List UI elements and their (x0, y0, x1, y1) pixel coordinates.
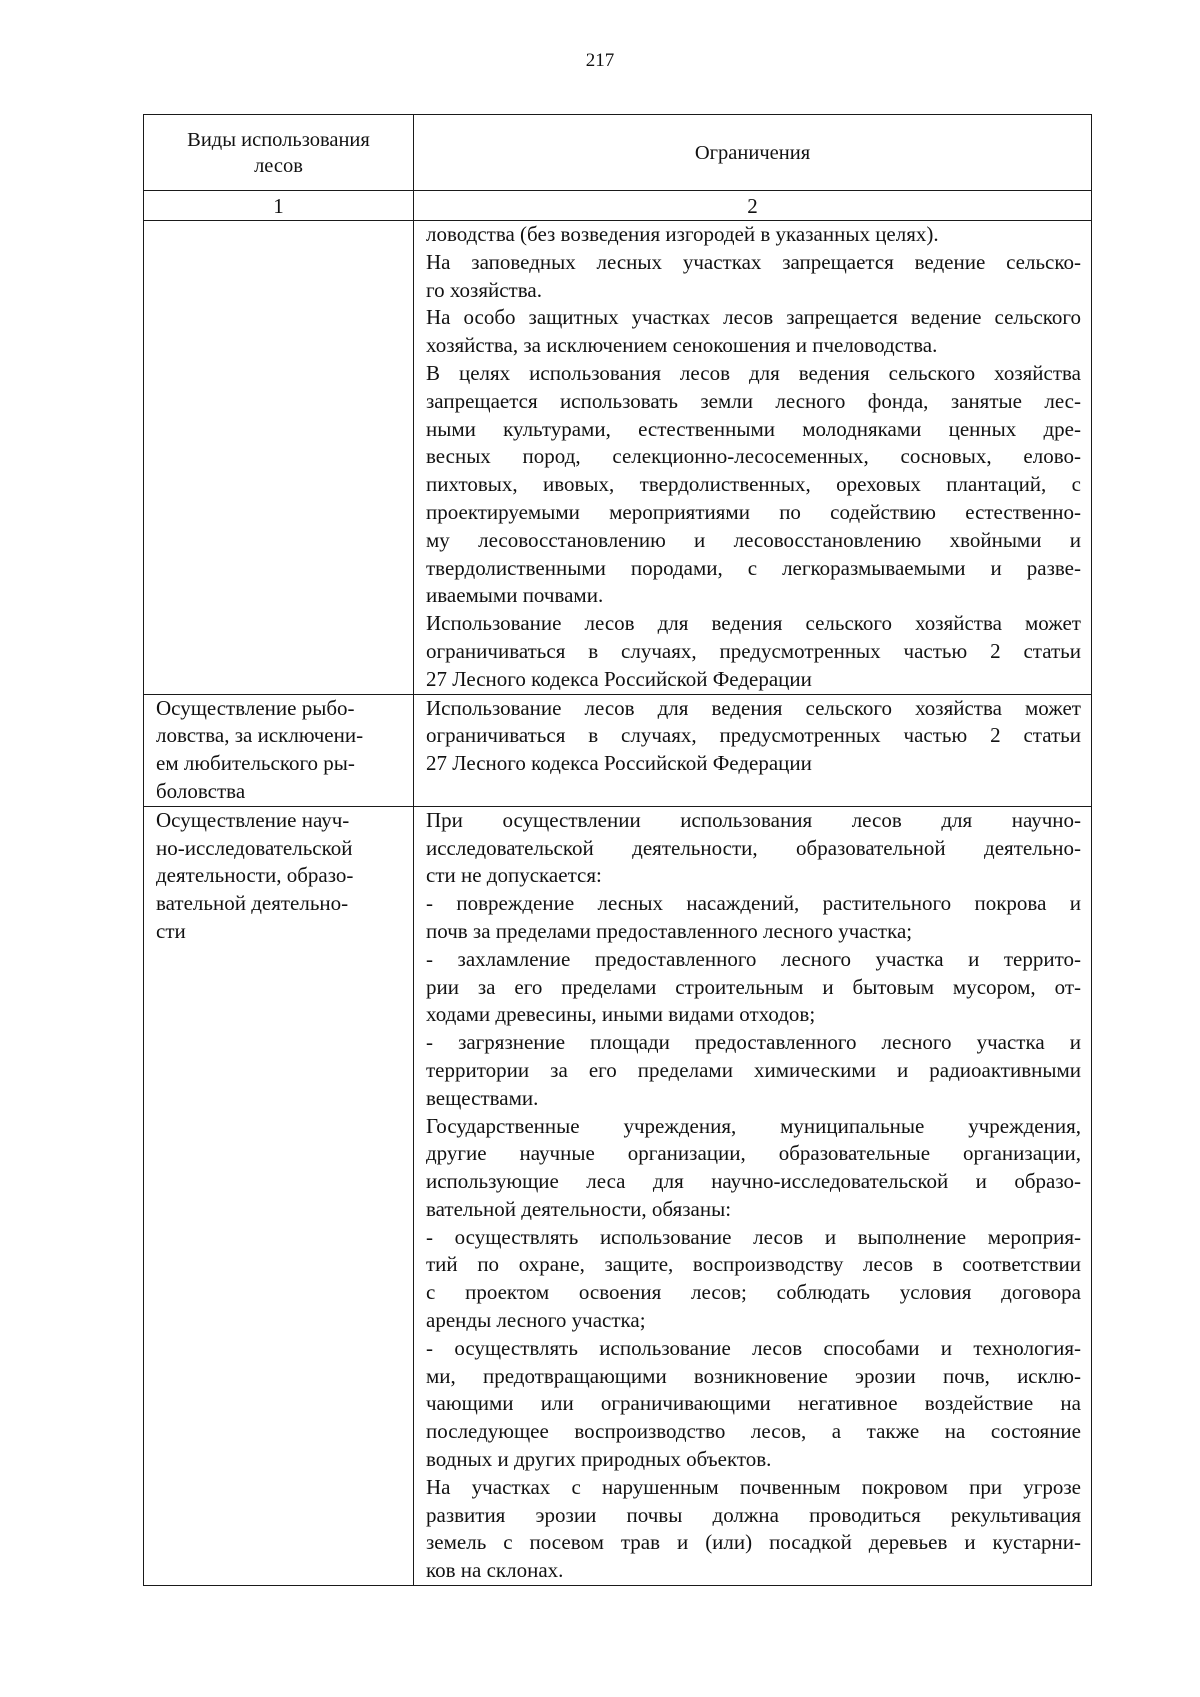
text-line: другие научные организации, образовательные организации, (426, 1141, 1081, 1166)
text-line: пихтовых, ивовых, твердолиственных, ореховых плантаций, с (426, 472, 1081, 497)
text-line: сти не допускается: (426, 863, 602, 888)
restriction-cell (414, 694, 1092, 806)
text-line: 27 Лесного кодекса Российской Федерации (426, 751, 812, 776)
text-line: запрещается использовать земли лесного фонда, занятые лес- (426, 388, 1081, 413)
column-numbering-row (144, 191, 1092, 221)
text-line: ловодства (без возведения изгородей в указанных целях). (426, 222, 939, 246)
forest-use-type-cell-empty (144, 221, 414, 695)
header-col1-line: Виды использования (187, 128, 370, 151)
restriction-text (426, 695, 1081, 778)
text-line: ными культурами, естественными молодняками ценных дре- (426, 416, 1081, 441)
text-line: использующие леса для научно-исследовательской и образо- (426, 1169, 1081, 1194)
text-line: Использование лесов для ведения сельского хозяйства может (426, 695, 1081, 720)
text-line: тий по охране, защите, воспроизводству лесов в соответствии (426, 1252, 1081, 1277)
text-line: ем любительского ры- (156, 751, 355, 776)
forest-use-restrictions-table (143, 114, 1092, 1586)
text-line: исследовательской деятельности, образовательной деятельно- (426, 835, 1081, 860)
table-row-research-education (144, 806, 1092, 1585)
text-line: ограничиваться в случаях, предусмотренных частью 2 статьи (426, 638, 1081, 663)
forest-use-type-text (156, 807, 403, 946)
text-line: вательной деятельно- (156, 891, 349, 916)
table-header-row (144, 115, 1092, 191)
text-line: чающими или ограничивающими негативное воздействие на (426, 1391, 1081, 1416)
text-line: ков на склонах. (426, 1558, 564, 1583)
text-line: - загрязнение площади предоставленного лесного участка и (426, 1030, 1081, 1055)
text-line: Использование лесов для ведения сельского хозяйства может (426, 611, 1081, 636)
text-line: Осуществление науч- (156, 807, 350, 832)
text-line: го хозяйства. (426, 277, 542, 302)
text-line: рии за его пределами строительным и бытовым мусором, от- (426, 974, 1081, 999)
text-line: В целях использования лесов для ведения сельского хозяйства (426, 360, 1081, 385)
restriction-cell (414, 806, 1092, 1585)
text-line: На особо защитных участках лесов запрещается ведение сельского (426, 305, 1081, 330)
text-line: твердолиственными породами, с легкоразмываемыми и разве- (426, 555, 1081, 580)
text-line: последующее воспроизводство лесов, а также на состояние (426, 1419, 1081, 1444)
text-line: водных и других природных объектов. (426, 1447, 772, 1472)
text-line: веществами. (426, 1085, 539, 1110)
text-line: вательной деятельности, обязаны: (426, 1196, 732, 1221)
text-line: сти (156, 918, 186, 943)
text-line: проектируемыми мероприятиями по содействию естественно- (426, 499, 1081, 524)
table-row-fishing (144, 694, 1092, 806)
forest-use-type-cell (144, 806, 414, 1585)
restriction-text (426, 221, 1081, 694)
text-line: весных пород, селекционно-лесосеменных, сосновых, елово- (426, 444, 1081, 469)
page-number: 217 (585, 50, 615, 71)
text-line: Государственные учреждения, муниципальные учреждения, (426, 1113, 1081, 1138)
text-line: развития эрозии почвы должна проводиться рекультивация (426, 1502, 1081, 1527)
text-line: ограничиваться в случаях, предусмотренных частью 2 статьи (426, 723, 1081, 748)
table-row-continuation (144, 221, 1092, 695)
text-line: На заповедных лесных участках запрещается ведение сельско- (426, 249, 1081, 274)
text-line: На участках с нарушенным почвенным покровом при угрозе (426, 1474, 1081, 1499)
text-line: му лесовосстановлению и лесовосстановлению хвойными и (426, 527, 1081, 552)
text-line: - осуществлять использование лесов способами и технология- (426, 1335, 1081, 1360)
restriction-cell (414, 221, 1092, 695)
header-cell-restrictions (414, 115, 1092, 191)
text-line: ловства, за исключени- (156, 723, 364, 748)
text-line: деятельности, образо- (156, 863, 354, 888)
text-line: почв за пределами предоставленного лесного участка; (426, 918, 913, 943)
forest-use-type-cell (144, 694, 414, 806)
header-col1-line: лесов (254, 154, 303, 177)
text-line: ходами древесины, иными видами отходов; (426, 1002, 816, 1027)
text-line: ми, предотвращающими возникновение эрозии почв, исклю- (426, 1363, 1081, 1388)
column-number-2: 2 (414, 191, 1092, 221)
text-line: - повреждение лесных насаждений, растительного покрова и (426, 891, 1081, 916)
text-line: Осуществление рыбо- (156, 695, 355, 720)
text-line: - осуществлять использование лесов и выполнение мероприя- (426, 1224, 1081, 1249)
column-number-1: 1 (144, 191, 414, 221)
text-line: территории за его пределами химическими и радиоактивными (426, 1057, 1081, 1082)
text-line: хозяйства, за исключением сенокошения и пчеловодства. (426, 333, 938, 358)
text-line: но-исследовательской (156, 835, 353, 860)
text-line: боловства (156, 778, 246, 803)
restriction-text (426, 807, 1081, 1585)
forest-use-type-text (156, 695, 403, 806)
text-line: с проектом освоения лесов; соблюдать условия договора (426, 1280, 1081, 1305)
text-line: - захламление предоставленного лесного участка и террито- (426, 946, 1081, 971)
text-line: иваемыми почвами. (426, 583, 604, 608)
text-line: земель с посевом трав и (или) посадкой деревьев и кустарни- (426, 1530, 1081, 1555)
text-line: 27 Лесного кодекса Российской Федерации (426, 666, 812, 691)
text-line: При осуществлении использования лесов для научно- (426, 807, 1081, 832)
text-line: аренды лесного участка; (426, 1308, 646, 1333)
header-col2-text: Ограничения (694, 141, 811, 164)
header-cell-forest-use-types (144, 115, 414, 191)
